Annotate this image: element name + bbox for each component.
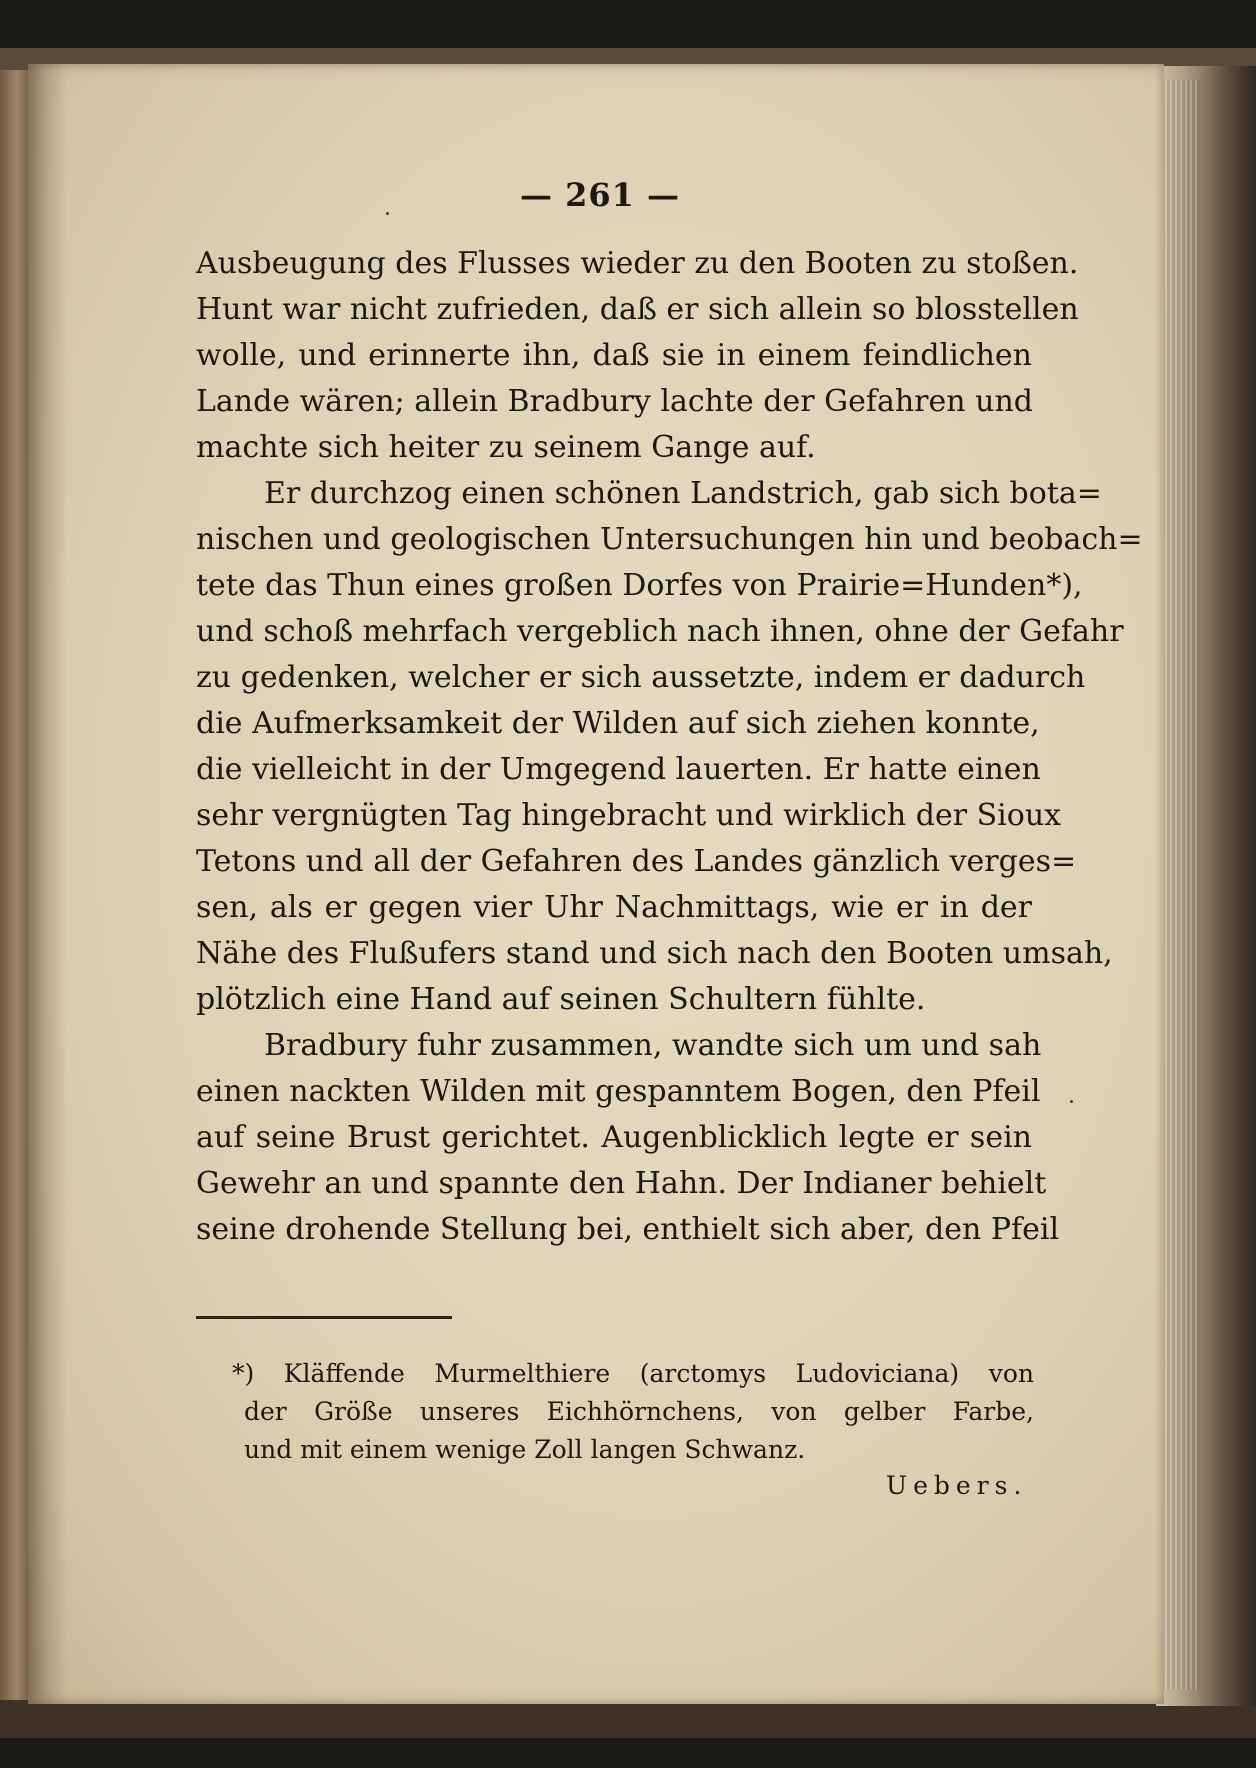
footnote-rule bbox=[196, 1316, 452, 1319]
text-line: Bradbury fuhr zusammen, wandte sich um und sah bbox=[264, 1028, 1042, 1063]
text-line: wolle, und erinnerte ihn, daß sie in einem feindlichen bbox=[196, 338, 1032, 373]
text-line: Nähe des Flußufers stand und sich nach den Booten umsah, bbox=[196, 936, 1113, 971]
text-line: auf seine Brust gerichtet. Augenblicklich legte er sein bbox=[196, 1120, 1032, 1155]
gutter-shadow bbox=[28, 64, 68, 1704]
text-line: die vielleicht in der Umgegend lauerten. Er hatte einen bbox=[196, 752, 1041, 787]
text-line: und schoß mehrfach vergeblich nach ihnen, ohne der Gefahr bbox=[196, 614, 1124, 649]
text-line: sen, als er gegen vier Uhr Nachmittags, wie er in der bbox=[196, 890, 1032, 925]
paper-speck bbox=[1070, 1100, 1073, 1103]
text-line: die Aufmerksamkeit der Wilden auf sich ziehen konnte, bbox=[196, 706, 1040, 741]
text-line: Ausbeugung des Flusses wieder zu den Booten zu stoßen. bbox=[196, 246, 1079, 281]
text-line: sehr vergnügten Tag hingebracht und wirklich der Sioux bbox=[196, 798, 1062, 833]
text-line: seine drohende Stellung bei, enthielt sich aber, den Pfeil bbox=[196, 1212, 1060, 1247]
page-number: — 261 — bbox=[519, 176, 681, 214]
text-line: Tetons und all der Gefahren des Landes gänzlich verges= bbox=[196, 844, 1077, 879]
footnote-line: und mit einem wenige Zoll langen Schwanz. bbox=[244, 1435, 806, 1464]
text-line: einen nackten Wilden mit gespanntem Bogen, den Pfeil bbox=[196, 1074, 1041, 1109]
text-line: tete das Thun eines großen Dorfes von Prairie=Hunden*), bbox=[196, 568, 1083, 603]
left-page-edge bbox=[0, 70, 28, 1700]
text-line: plötzlich eine Hand auf seinen Schultern fühlte. bbox=[196, 982, 926, 1017]
footnote-line: *) Kläffende Murmelthiere (arctomys Ludoviciana) von bbox=[232, 1359, 1034, 1388]
text-line: Gewehr an und spannte den Hahn. Der Indianer behielt bbox=[196, 1166, 1047, 1201]
translator-note: Uebers. bbox=[886, 1471, 1028, 1500]
text-line: nischen und geologischen Untersuchungen hin und beobach= bbox=[196, 522, 1143, 557]
text-line: zu gedenken, welcher er sich aussetzte, indem er dadurch bbox=[196, 660, 1086, 695]
footnote-line: der Größe unseres Eichhörnchens, von gelber Farbe, bbox=[244, 1397, 1034, 1426]
page-stack-lines bbox=[1160, 80, 1200, 1690]
text-line: machte sich heiter zu seinem Gange auf. bbox=[196, 430, 816, 465]
text-line: Lande wären; allein Bradbury lachte der Gefahren und bbox=[196, 384, 1033, 419]
text-line: Er durchzog einen schönen Landstrich, gab sich bota= bbox=[264, 476, 1102, 511]
text-line: Hunt war nicht zufrieden, daß er sich allein so blosstellen bbox=[196, 292, 1079, 327]
